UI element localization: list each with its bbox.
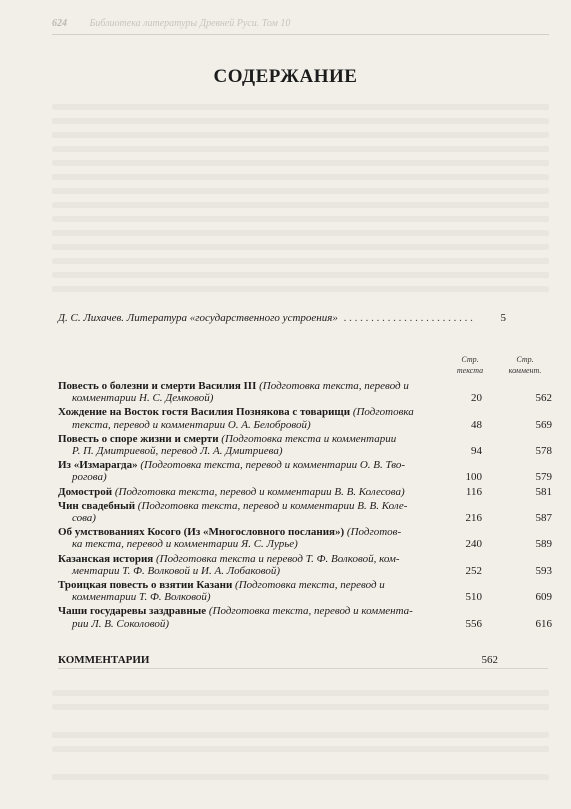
entry-page-text: 100 — [465, 471, 482, 484]
bleed-through-line — [52, 230, 549, 236]
toc-entry[interactable] — [58, 433, 554, 457]
entry-note: (Подготовка — [352, 406, 414, 419]
col-head-comment-line2: коммент. — [508, 366, 542, 375]
entry-note-cont: рогова) — [72, 471, 107, 484]
entry-page-comment: 609 — [535, 591, 552, 604]
intro-author: Д. С. Лихачев. — [58, 312, 125, 324]
entry-note-cont: ка текста, перевод и комментарии Я. С. Лурье) — [72, 538, 298, 551]
bleed-through-line — [52, 146, 549, 152]
bleed-through-line — [52, 258, 549, 264]
toc-entry-comments[interactable] — [58, 654, 498, 666]
intro-title: Литература «государственного устроения» — [126, 312, 338, 324]
intro-page: 5 — [500, 312, 506, 324]
entry-page-comment: 562 — [535, 392, 552, 405]
entry-page-comment: 579 — [535, 471, 552, 484]
entry-note: (Подготовка текста и комментарии — [221, 432, 397, 445]
toc-entry[interactable] — [58, 579, 554, 603]
entry-page-comment: 593 — [535, 564, 552, 577]
bleed-through-line — [52, 160, 549, 166]
toc-entry-intro[interactable] — [58, 312, 506, 324]
entry-note: (Подготовка текста и перевод Т. Ф. Волковой, ком- — [155, 552, 400, 565]
toc-entry[interactable] — [58, 500, 554, 524]
bleed-through-line — [52, 174, 549, 180]
bleed-through-line — [52, 732, 549, 738]
entry-title: Троицкая повесть о взятии Казани — [58, 579, 233, 592]
bleed-through-line — [52, 118, 549, 124]
entry-title: Об умствованиях Косого (Из «Многословного послания») — [58, 526, 345, 539]
entry-note-cont: комментарии Н. С. Демковой) — [72, 392, 214, 405]
entry-note: (Подготовка текста, перевод и — [235, 579, 385, 592]
entry-note-cont: текста, перевод и комментарии О. А. Белобровой) — [72, 418, 311, 431]
entry-title: Повесть о болезни и смерти Василия III — [58, 380, 257, 392]
entry-page-text: 48 — [471, 418, 482, 431]
bleed-through-line — [52, 774, 549, 780]
entry-page-text: 216 — [465, 512, 482, 525]
bleed-through-line — [52, 188, 549, 194]
toc-entry[interactable] — [58, 380, 554, 404]
toc-entry[interactable] — [58, 605, 554, 629]
comments-page: 562 — [481, 654, 498, 666]
entry-page-comment: 616 — [535, 617, 552, 630]
bleed-through-line — [52, 690, 549, 696]
entry-note: (Подготовка текста, перевод и комментарии В. В. Коле- — [137, 499, 408, 512]
page-title: СОДЕРЖАНИЕ — [213, 66, 358, 87]
toc-entry[interactable] — [58, 553, 554, 577]
entry-page-comment: 587 — [535, 512, 552, 525]
entry-title: Повесть о споре жизни и смерти — [58, 432, 219, 445]
entry-page-text: 94 — [471, 445, 482, 458]
bleed-through-line — [52, 286, 549, 292]
bleed-through-line — [52, 216, 549, 222]
bleed-through-line — [52, 202, 549, 208]
entry-page-comment: 581 — [535, 485, 552, 498]
entry-page-text: 116 — [465, 485, 482, 498]
entry-page-comment: 589 — [535, 538, 552, 551]
toc-entry[interactable] — [58, 459, 554, 483]
entry-note-cont: сова) — [72, 512, 96, 525]
toc-entry[interactable] — [58, 486, 554, 498]
divider — [58, 668, 548, 669]
entry-page-comment: 578 — [535, 445, 552, 458]
header-rule — [52, 34, 549, 35]
toc-entry[interactable] — [58, 526, 554, 550]
entry-note: (Подготовка текста, перевод и комментарии О. В. Тво- — [140, 459, 406, 472]
page-number: 624 — [52, 18, 67, 29]
entry-page-text: 510 — [465, 591, 482, 604]
entry-note: (Подготовка текста, перевод и комментарии В. В. Колесова) — [114, 485, 405, 498]
running-header — [52, 18, 552, 29]
entry-page-text: 20 — [471, 392, 482, 405]
bleed-through-line — [52, 244, 549, 250]
col-head-comment-line1: Стр. — [516, 355, 534, 364]
col-head-text-line1: Стр. — [461, 355, 479, 364]
bleed-through-line — [52, 704, 549, 710]
entry-note-cont: Р. П. Дмитриевой, перевод Л. А. Дмитриева) — [72, 445, 283, 458]
bleed-through-line — [52, 272, 549, 278]
comments-title: КОММЕНТАРИИ — [58, 654, 150, 666]
entry-title: Чаши государевы заздравные — [58, 605, 207, 618]
entry-note-cont: рии Л. В. Соколовой) — [72, 617, 170, 630]
entry-page-text: 240 — [465, 538, 482, 551]
entry-note: (Подготовка текста, перевод и коммента- — [208, 605, 413, 618]
bleed-through-line — [52, 132, 549, 138]
entry-page-text: 252 — [465, 564, 482, 577]
toc-list — [58, 380, 554, 632]
entry-title: Казанская история — [58, 552, 154, 565]
entry-note-cont: ментарии Т. Ф. Волковой и И. А. Лобаковой) — [72, 564, 281, 577]
toc-entry[interactable] — [58, 406, 554, 430]
entry-title: Из «Измарагда» — [58, 459, 138, 472]
entry-note-cont: комментарии Т. Ф. Волковой) — [72, 591, 211, 604]
bleed-through-line — [52, 746, 549, 752]
bleed-through-line — [52, 104, 549, 110]
running-title: Библиотека литературы Древней Руси. Том 10 — [89, 18, 291, 29]
entry-page-comment: 569 — [535, 418, 552, 431]
entry-page-text: 556 — [465, 617, 482, 630]
entry-note: (Подготов- — [346, 526, 402, 539]
entry-note: (Подготовка текста, перевод и — [259, 380, 409, 392]
col-head-text-line2: текста — [456, 366, 484, 375]
entry-title: Хождение на Восток гостя Василия Познякова с товарищи — [58, 406, 351, 419]
entry-title: Чин свадебный — [58, 499, 136, 512]
entry-title: Домострой — [58, 485, 113, 498]
leader-dots — [344, 312, 476, 324]
